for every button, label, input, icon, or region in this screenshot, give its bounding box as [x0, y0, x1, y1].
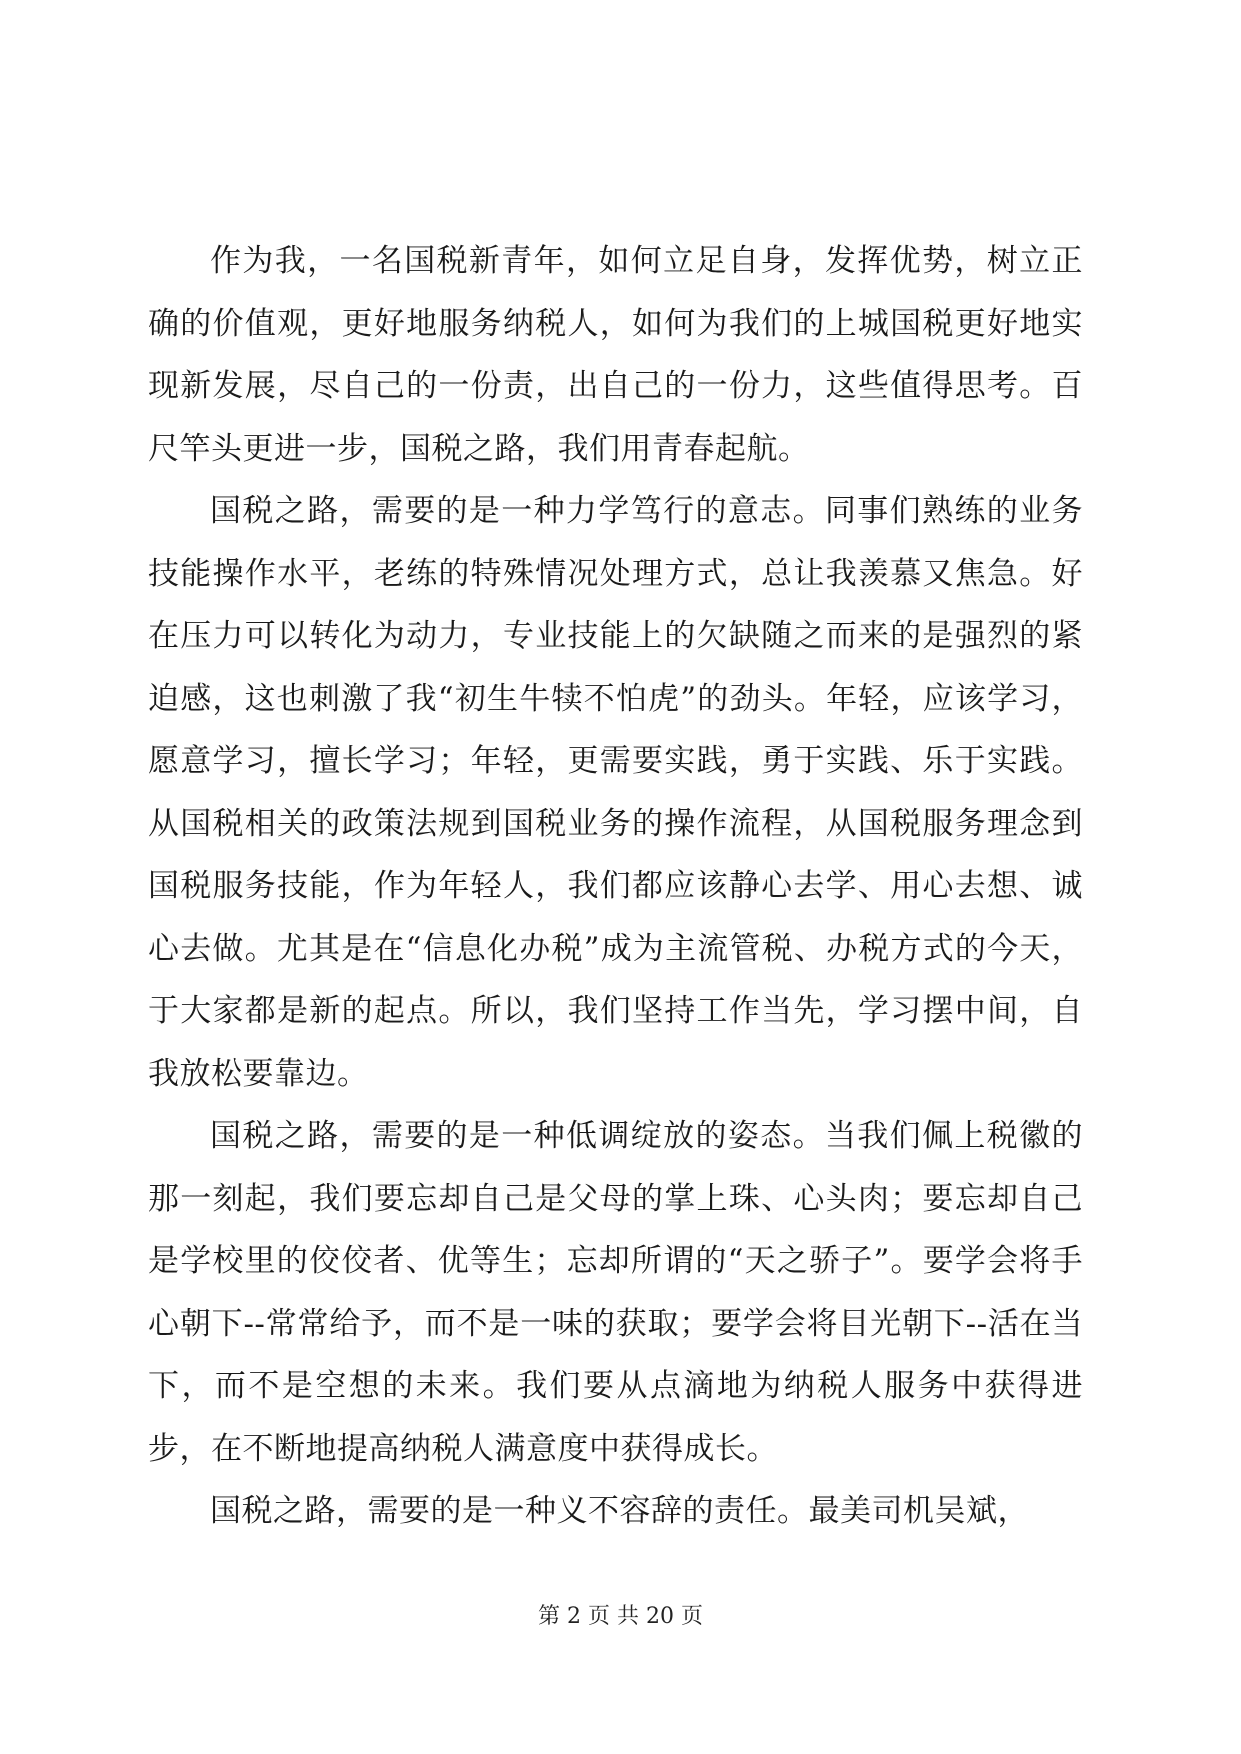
page-number-footer: 第 2 页 共 20 页 — [538, 1604, 703, 1629]
body-text — [148, 230, 1083, 1543]
paragraph-2: 国税之路，需要的是一种力学笃行的意志。同事们熟练的业务技能操作水平，老练的特殊情况处理方式，总让我羡慕又焦急。好在压力可以转化为动力，专业技能上的欠缺随之而来的是强烈的紧迫感，这也刺激了我“初生牛犊不怕虎”的劲头。年轻，应该学习，愿意学习，擅长学习；年轻，更需要实践，勇于实践、乐于实践。从国税相关的政策法规到国税业务的操作流程，从国税服务理念到国税服务技能，作为年轻人，我们都应该静心去学、用心去想、诚心去做。尤其是在“信息化办税”成为主流管税、办税方式的今天，于大家都是新的起点。所以，我们坚持工作当先，学习摆中间，自我放松要靠边。 — [148, 493, 1083, 1092]
paragraph-3: 国税之路，需要的是一种低调绽放的姿态。当我们佩上税徽的那一刻起，我们要忘却自己是父母的掌上珠、心头肉；要忘却自己是学校里的佼佼者、优等生；忘却所谓的“天之骄子”。要学会将手心朝下--常常给予，而不是一味的获取；要学会将目光朝下--活在当下，而不是空想的未来。我们要从点滴地为纳税人服务中获得进步，在不断地提高纳税人满意度中获得成长。 — [148, 1118, 1083, 1467]
paragraph-1: 作为我，一名国税新青年，如何立足自身，发挥优势，树立正确的价值观，更好地服务纳税人，如何为我们的上城国税更好地实现新发展，尽自己的一份责，出自己的一份力，这些值得思考。百尺竿头更进一步，国税之路，我们用青春起航。 — [148, 243, 1083, 467]
paragraph-4: 国税之路，需要的是一种义不容辞的责任。最美司机吴斌， — [210, 1493, 1029, 1529]
